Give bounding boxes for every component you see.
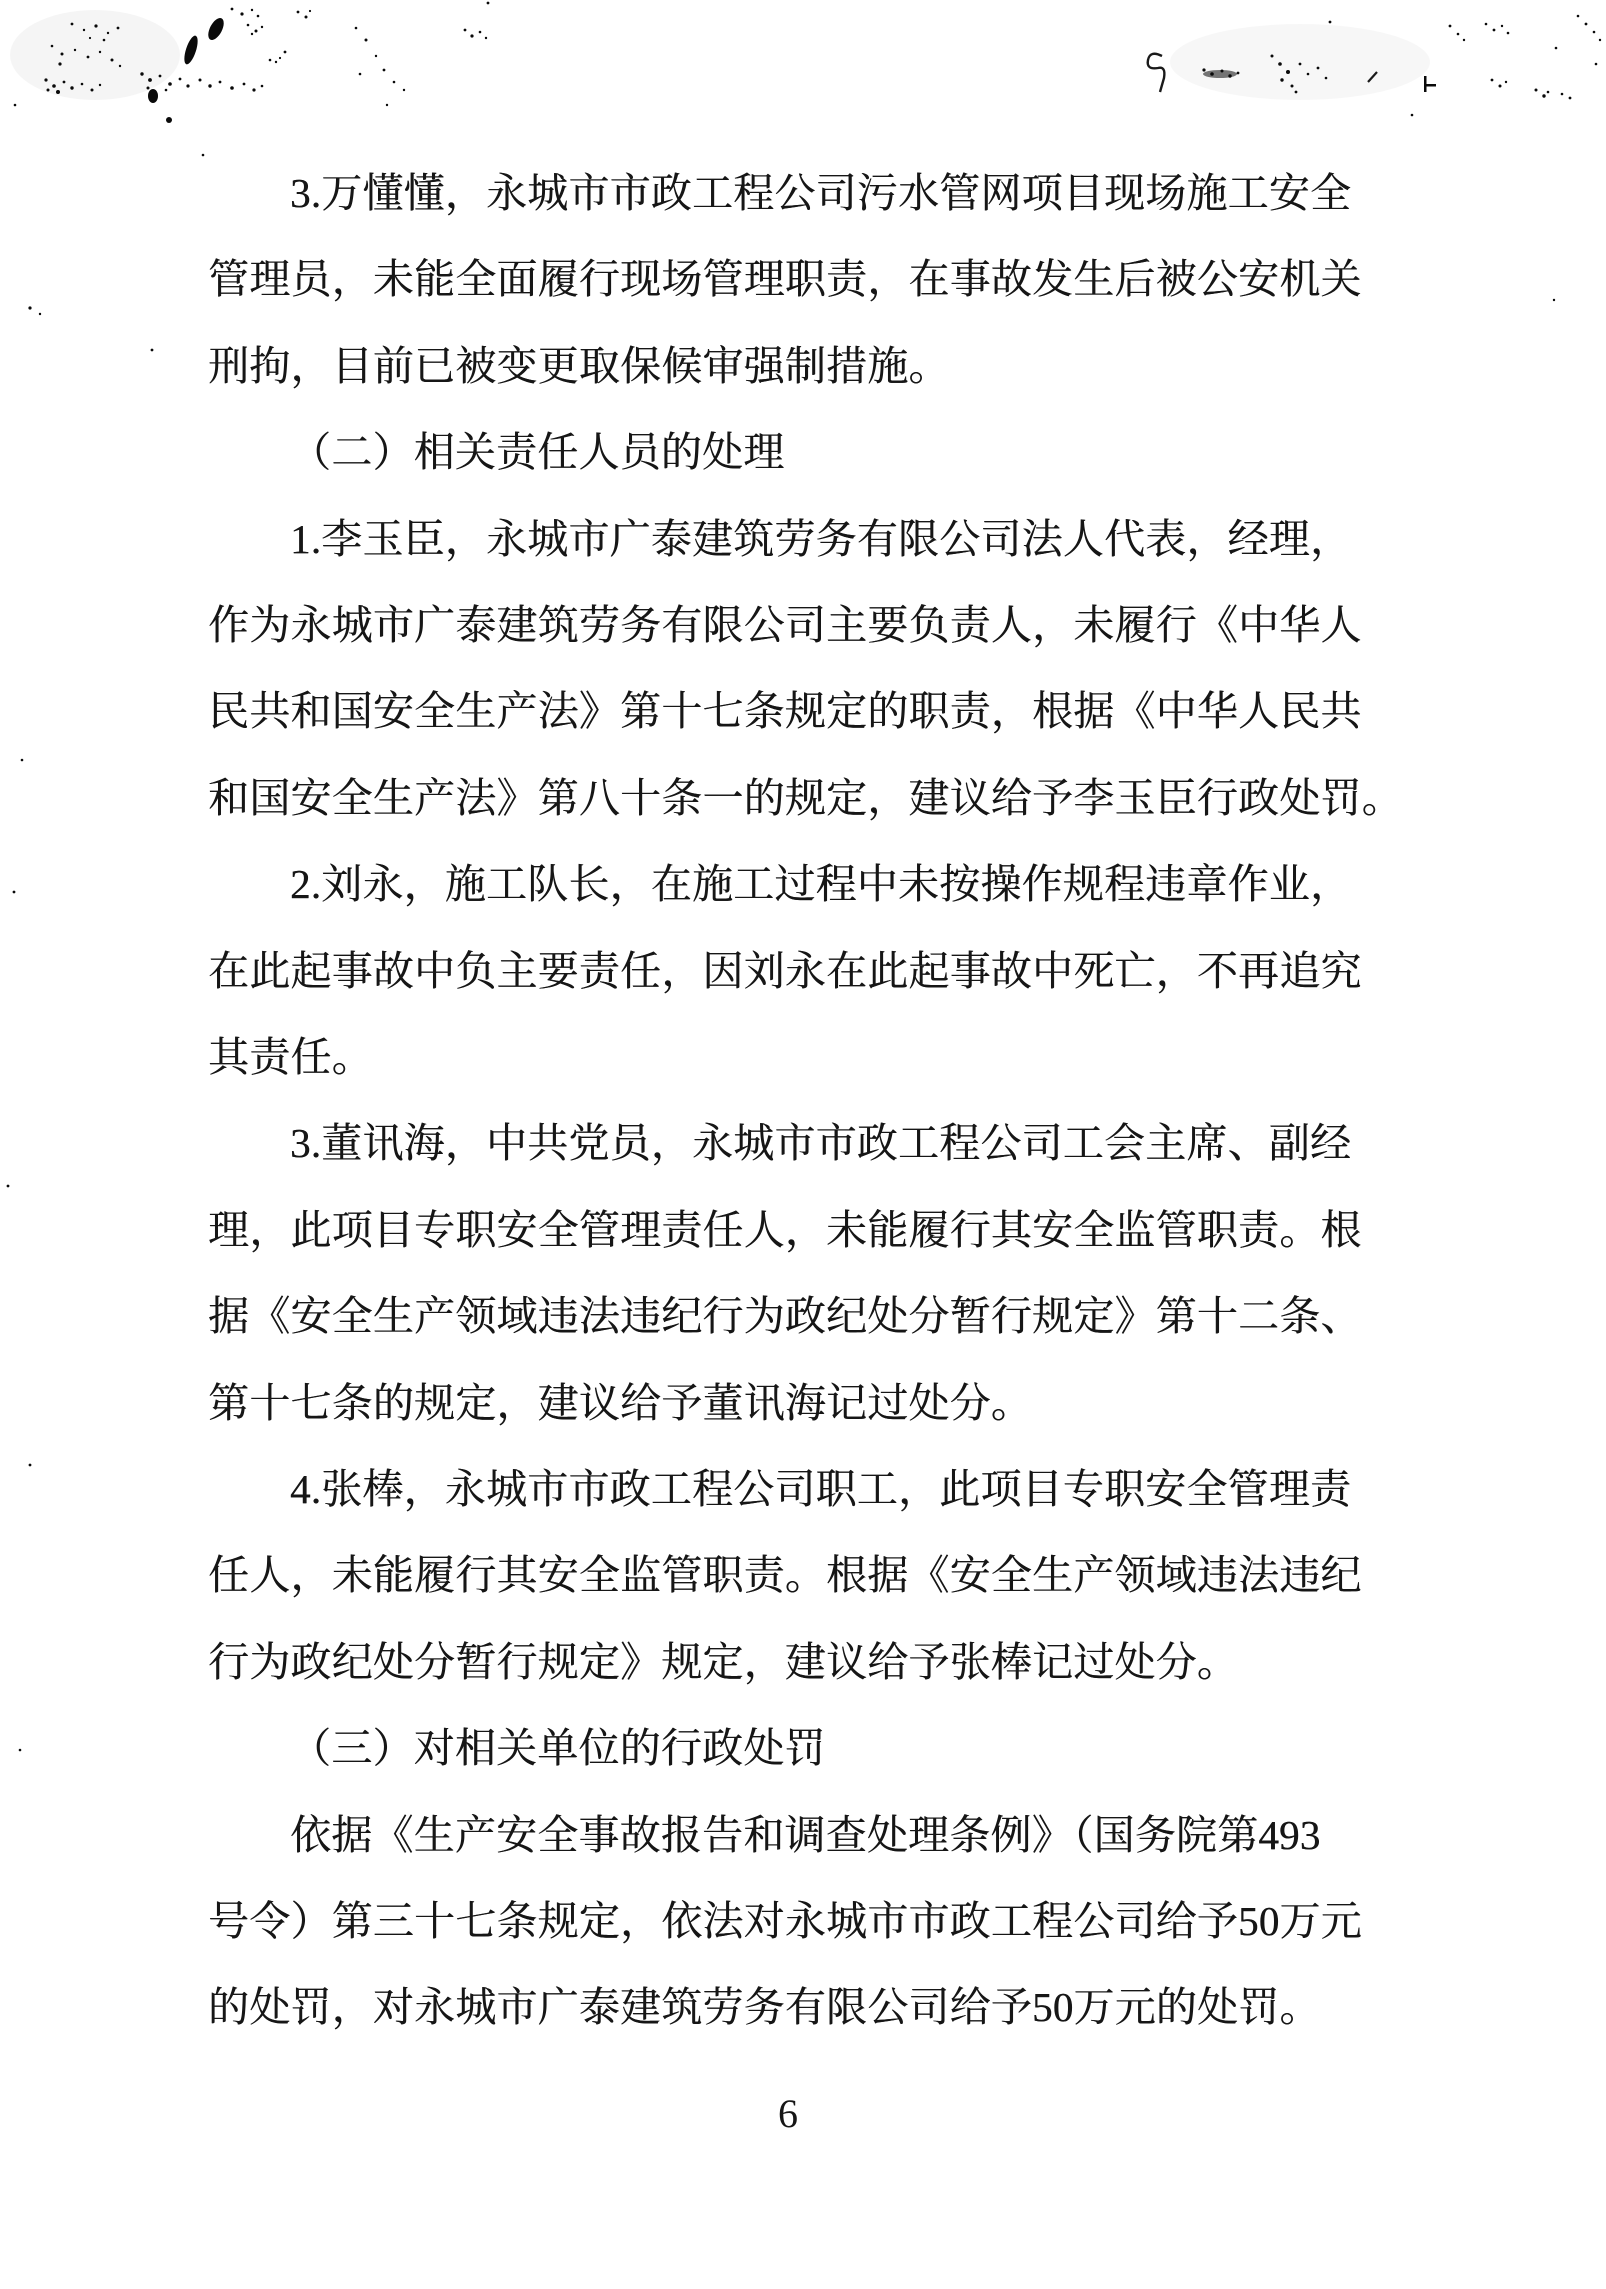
text-line: 4.张棒，永城市市政工程公司职工，此项目专职安全管理责 [290,1466,1352,1512]
text-line: 和国安全生产法》第八十条一的规定，建议给予李玉臣行政处罚。 [208,775,1403,821]
text-line: 依据《生产安全事故报告和调查处理条例》（国务院第493 [290,1812,1321,1858]
text-line: 管理员，未能全面履行现场管理职责，在事故发生后被公安机关 [208,256,1362,302]
text-line: 据《安全生产领域违法违纪行为政纪处分暂行规定》第十二条、 [208,1293,1362,1339]
text-line: 2.刘永，施工队长，在施工过程中未按操作规程违章作业， [290,861,1352,907]
text-line: 作为永城市广泰建筑劳务有限公司主要负责人，未履行《中华人 [208,602,1362,648]
text-line: 1.李玉臣，永城市广泰建筑劳务有限公司法人代表，经理， [290,516,1352,562]
text-line: 刑拘，目前已被变更取保候审强制措施。 [208,343,950,389]
text-line: 任人，未能履行其安全监管职责。根据《安全生产领域违法违纪 [208,1552,1362,1598]
text-line: 行为政纪处分暂行规定》规定，建议给予张棒记过处分。 [208,1639,1238,1685]
text-line: 3.万懂懂，永城市市政工程公司污水管网项目现场施工安全 [290,170,1352,216]
section-heading: （三）对相关单位的行政处罚 [290,1725,826,1771]
text-line: 第十七条的规定，建议给予董讯海记过处分。 [208,1380,1032,1426]
text-line: 3.董讯海，中共党员，永城市市政工程公司工会主席、副经 [290,1120,1352,1166]
text-line: 其责任。 [208,1034,373,1080]
text-line: 理，此项目专职安全管理责任人，未能履行其安全监管职责。根 [208,1207,1362,1253]
text-line: 的处罚，对永城市广泰建筑劳务有限公司给予50万元的处罚。 [208,1984,1321,2030]
section-heading: （二）相关责任人员的处理 [290,429,785,475]
text-line: 在此起事故中负主要责任，因刘永在此起事故中死亡，不再追究 [208,948,1362,994]
text-line: 号令）第三十七条规定，依法对永城市市政工程公司给予50万元 [208,1898,1362,1944]
text-line: 民共和国安全生产法》第十七条规定的职责，根据《中华人民共 [208,688,1362,734]
page-number: 6 [778,2091,798,2136]
